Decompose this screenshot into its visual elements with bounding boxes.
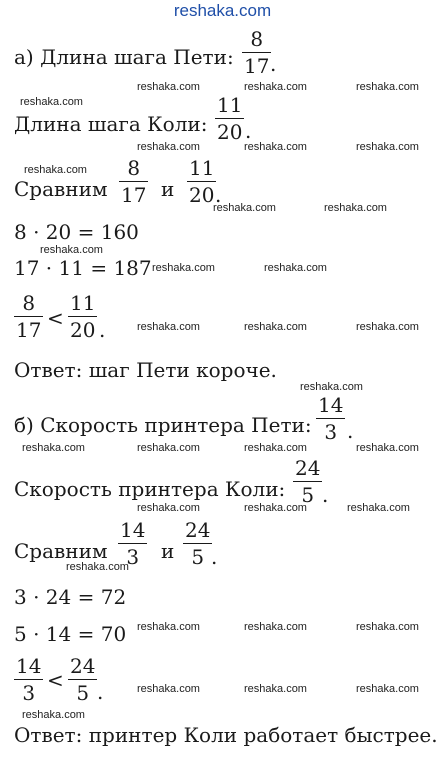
period: . [215, 183, 222, 207]
part-a-compare-fraction-1 [119, 157, 148, 206]
less-than-sign: < [47, 306, 64, 330]
period: . [347, 419, 354, 443]
fraction-bar [187, 181, 216, 182]
period: . [270, 52, 277, 76]
part-b-compare-fraction-2 [183, 519, 212, 568]
watermark: reshaka.com [137, 502, 200, 514]
fraction-numerator: 24 [185, 518, 211, 542]
watermark: reshaka.com [137, 442, 200, 454]
period: . [99, 318, 106, 342]
fraction-bar [14, 316, 43, 317]
watermark: reshaka.com [244, 321, 307, 333]
part-a-result-fraction-1 [14, 292, 43, 341]
less-than-sign: < [47, 668, 64, 692]
watermark: reshaka.com [324, 202, 387, 214]
watermark: reshaka.com [244, 442, 307, 454]
fraction-numerator: 11 [189, 156, 215, 180]
fraction-numerator: 8 [22, 291, 36, 315]
watermark: reshaka.com [137, 321, 200, 333]
watermark: reshaka.com [22, 709, 85, 721]
part-b-calculation-1: 3 · 24 = 72 [14, 585, 127, 609]
fraction-numerator: 24 [70, 654, 96, 678]
fraction-denominator: 17 [244, 54, 270, 78]
part-b-and-word: и [161, 539, 175, 563]
watermark: reshaka.com [66, 561, 129, 573]
watermark: reshaka.com [24, 164, 87, 176]
watermark: reshaka.com [300, 381, 363, 393]
fraction-bar [119, 181, 148, 182]
watermark: reshaka.com [347, 502, 410, 514]
fraction-denominator: 20 [70, 318, 96, 342]
watermark: reshaka.com [264, 262, 327, 274]
fraction-denominator: 3 [324, 420, 338, 444]
part-b-answer: Ответ: принтер Коли работает быстрее. [14, 723, 438, 747]
watermark: reshaka.com [22, 442, 85, 454]
part-b-result-fraction-2 [68, 655, 97, 704]
watermark: reshaka.com [40, 244, 103, 256]
period: . [245, 119, 252, 143]
fraction-denominator: 17 [121, 183, 147, 207]
period: . [322, 483, 329, 507]
fraction-bar [242, 52, 271, 53]
fraction-denominator: 20 [217, 120, 243, 144]
part-b-kolya-printer-fraction [293, 457, 322, 506]
watermark: reshaka.com [244, 81, 307, 93]
fraction-denominator: 5 [76, 681, 90, 705]
fraction-numerator: 14 [318, 393, 344, 417]
fraction-bar [68, 316, 97, 317]
fraction-bar [14, 679, 43, 680]
part-a-calculation-1: 8 · 20 = 160 [14, 220, 139, 244]
watermark: reshaka.com [137, 621, 200, 633]
part-b-petya-printer-label: б) Скорость принтера Пети: [14, 413, 312, 437]
watermark: reshaka.com [244, 683, 307, 695]
watermark: reshaka.com [244, 141, 307, 153]
fraction-denominator: 3 [126, 545, 140, 569]
watermark: reshaka.com [152, 262, 215, 274]
period: . [211, 545, 218, 569]
fraction-bar [118, 543, 147, 544]
part-b-kolya-printer-label: Скорость принтера Коли: [14, 477, 286, 501]
fraction-denominator: 5 [191, 545, 205, 569]
fraction-numerator: 8 [127, 156, 141, 180]
watermark: reshaka.com [20, 96, 83, 108]
watermark: reshaka.com [137, 683, 200, 695]
part-a-and-word: и [161, 177, 175, 201]
part-a-result-fraction-2 [68, 292, 97, 341]
watermark: reshaka.com [356, 321, 419, 333]
fraction-numerator: 11 [70, 291, 96, 315]
fraction-bar [215, 118, 244, 119]
part-a-kolya-step-label: Длина шага Коли: [14, 112, 208, 136]
watermark: reshaka.com [244, 621, 307, 633]
part-a-kolya-step-fraction [215, 94, 244, 143]
site-watermark[interactable]: reshaka.com [173, 1, 272, 20]
watermark: reshaka.com [244, 502, 307, 514]
part-a-answer: Ответ: шаг Пети короче. [14, 358, 277, 382]
watermark: reshaka.com [137, 141, 200, 153]
part-a-calculation-2: 17 · 11 = 187 [14, 256, 152, 280]
fraction-bar [293, 481, 322, 482]
fraction-numerator: 11 [217, 93, 243, 117]
fraction-denominator: 17 [16, 318, 42, 342]
fraction-denominator: 20 [189, 183, 215, 207]
part-b-calculation-2: 5 · 14 = 70 [14, 622, 127, 646]
watermark: reshaka.com [356, 141, 419, 153]
watermark: reshaka.com [137, 81, 200, 93]
fraction-bar [316, 418, 345, 419]
fraction-numerator: 14 [120, 518, 146, 542]
part-a-compare-fraction-2 [187, 157, 216, 206]
part-b-petya-printer-fraction [316, 394, 345, 443]
watermark: reshaka.com [356, 442, 419, 454]
watermark: reshaka.com [356, 683, 419, 695]
part-a-petya-step-fraction [242, 28, 271, 77]
part-b-compare-word: Сравним [14, 539, 108, 563]
fraction-numerator: 14 [16, 654, 42, 678]
part-b-result-fraction-1 [14, 655, 43, 704]
watermark: reshaka.com [356, 621, 419, 633]
fraction-numerator: 8 [250, 27, 264, 51]
fraction-bar [68, 679, 97, 680]
fraction-denominator: 3 [22, 681, 36, 705]
part-a-petya-step-label: а) Длина шага Пети: [14, 45, 234, 69]
watermark: reshaka.com [356, 81, 419, 93]
watermark: reshaka.com [213, 202, 276, 214]
fraction-denominator: 5 [301, 483, 315, 507]
period: . [97, 680, 104, 704]
fraction-bar [183, 543, 212, 544]
part-a-compare-word: Сравним [14, 177, 108, 201]
fraction-numerator: 24 [295, 456, 321, 480]
